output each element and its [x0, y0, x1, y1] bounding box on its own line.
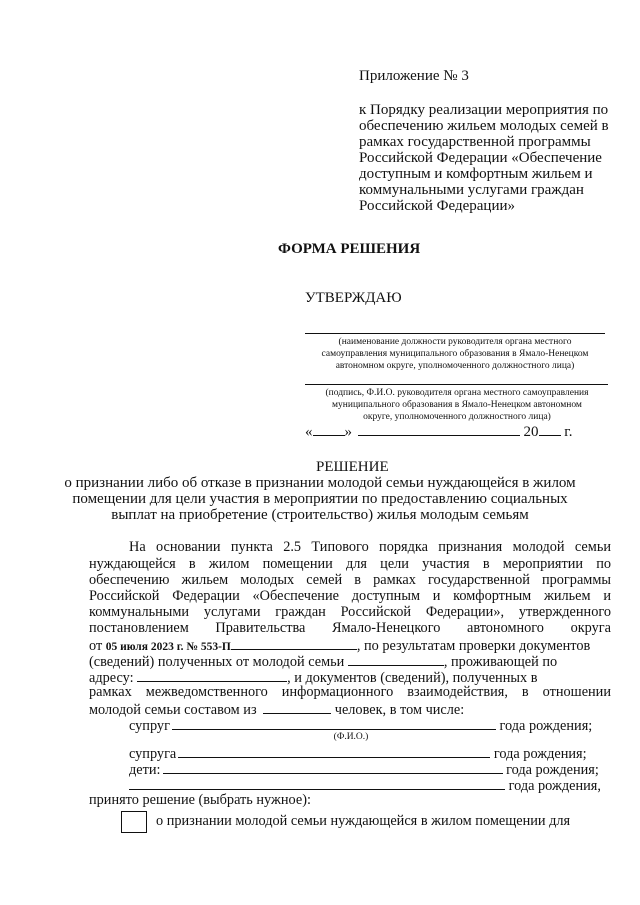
approval-heading: УТВЕРЖДАЮ	[305, 290, 402, 306]
appendix-line: коммунальными услугами граждан	[359, 182, 584, 198]
spouse-wife-row: супруга года рождения;	[129, 746, 587, 762]
decree-reference: 05 июля 2023 г. № 553-П	[105, 641, 231, 653]
appendix-line: Российской Федерации «Обеспечение	[359, 150, 602, 166]
child-fio-blank	[163, 760, 503, 774]
decision-subtitle-line: о признании либо об отказе в признании молодой семьи нуждающейся в жилом	[64, 475, 576, 491]
body-line-decree: от 05 июля 2023 г. № 553-П , по результатам проверки документов	[89, 638, 591, 654]
body-line: обеспечению жильем молодых семей в рамках государственной программы	[89, 572, 611, 588]
body-line-members: молодой семьи составом из человек, в том числе:	[89, 702, 465, 718]
month-blank	[358, 422, 520, 436]
year-blank	[539, 422, 561, 436]
day-blank	[313, 422, 345, 436]
decree-blank	[231, 636, 357, 650]
decision-subtitle-line: помещении для цели участия в мероприятии по предоставлению социальных	[72, 491, 568, 507]
appendix-line: Российской Федерации»	[359, 198, 516, 214]
position-line	[305, 333, 605, 334]
appendix-line: рамках государственной программы	[359, 134, 591, 150]
body-line: нуждающейся в жилом помещении для цели участия в мероприятии по	[89, 556, 611, 572]
family-name-blank	[348, 652, 444, 666]
position-caption: (наименование должности руководителя органа местного самоуправления муниципального образования в Ямало-Ненецком автономном округе, уполномоченного должностного лица)	[321, 337, 589, 371]
husband-fio-blank	[172, 716, 496, 730]
body-line-address: адресу: , и документов (сведений), полученных в	[89, 670, 538, 686]
body-line: рамках межведомственного информационного взаимодействия, в отношении	[89, 684, 611, 700]
body-line: постановлением Правительства Ямало-Ненецкого автономного округа	[89, 620, 611, 636]
members-count-blank	[263, 700, 331, 714]
option-recognize-label: о признании молодой семьи нуждающейся в жилом помещении для	[156, 813, 571, 829]
approval-date: « » 20 г.	[305, 424, 573, 440]
signature-caption: (подпись, Ф.И.О. руководителя органа местного самоуправления муниципального образования в Ямало-Ненецком автономном округе, уполномоченного должностного лица)	[325, 388, 589, 422]
appendix-line: к Порядку реализации мероприятия по	[359, 102, 609, 118]
wife-fio-blank	[178, 744, 490, 758]
decision-subtitle-line: выплат на приобретение (строительство) жилья молодым семьям	[111, 507, 529, 523]
body-line: Российской Федерации «Обеспечение доступным и комфортным жильем и	[89, 588, 611, 604]
appendix-line: обеспечению жильем молодых семей в	[359, 118, 609, 134]
children-row: дети: года рождения;	[129, 762, 599, 778]
form-title: ФОРМА РЕШЕНИЯ	[278, 241, 421, 257]
fio-caption: (Ф.И.О.)	[333, 732, 369, 742]
spouse-husband-row: супруг года рождения;	[129, 718, 593, 734]
decision-choice-label: принято решение (выбрать нужное):	[89, 792, 311, 808]
appendix-title: Приложение № 3	[359, 68, 469, 84]
address-blank	[137, 668, 287, 682]
decision-heading: РЕШЕНИЕ	[316, 459, 389, 475]
body-line-family: (сведений) полученных от молодой семьи , проживающей по	[89, 654, 558, 670]
child-extra-row: года рождения,	[129, 776, 601, 794]
appendix-line: доступным и комфортным жильем и	[359, 166, 593, 182]
option-recognize-checkbox[interactable]	[121, 811, 147, 833]
body-line: коммунальными услугами граждан Российской Федерации», утвержденного	[89, 604, 611, 620]
child-extra-fio-blank	[129, 776, 505, 790]
signature-line	[305, 384, 608, 385]
body-line: На основании пункта 2.5 Типового порядка признания молодой семьи	[129, 539, 611, 555]
